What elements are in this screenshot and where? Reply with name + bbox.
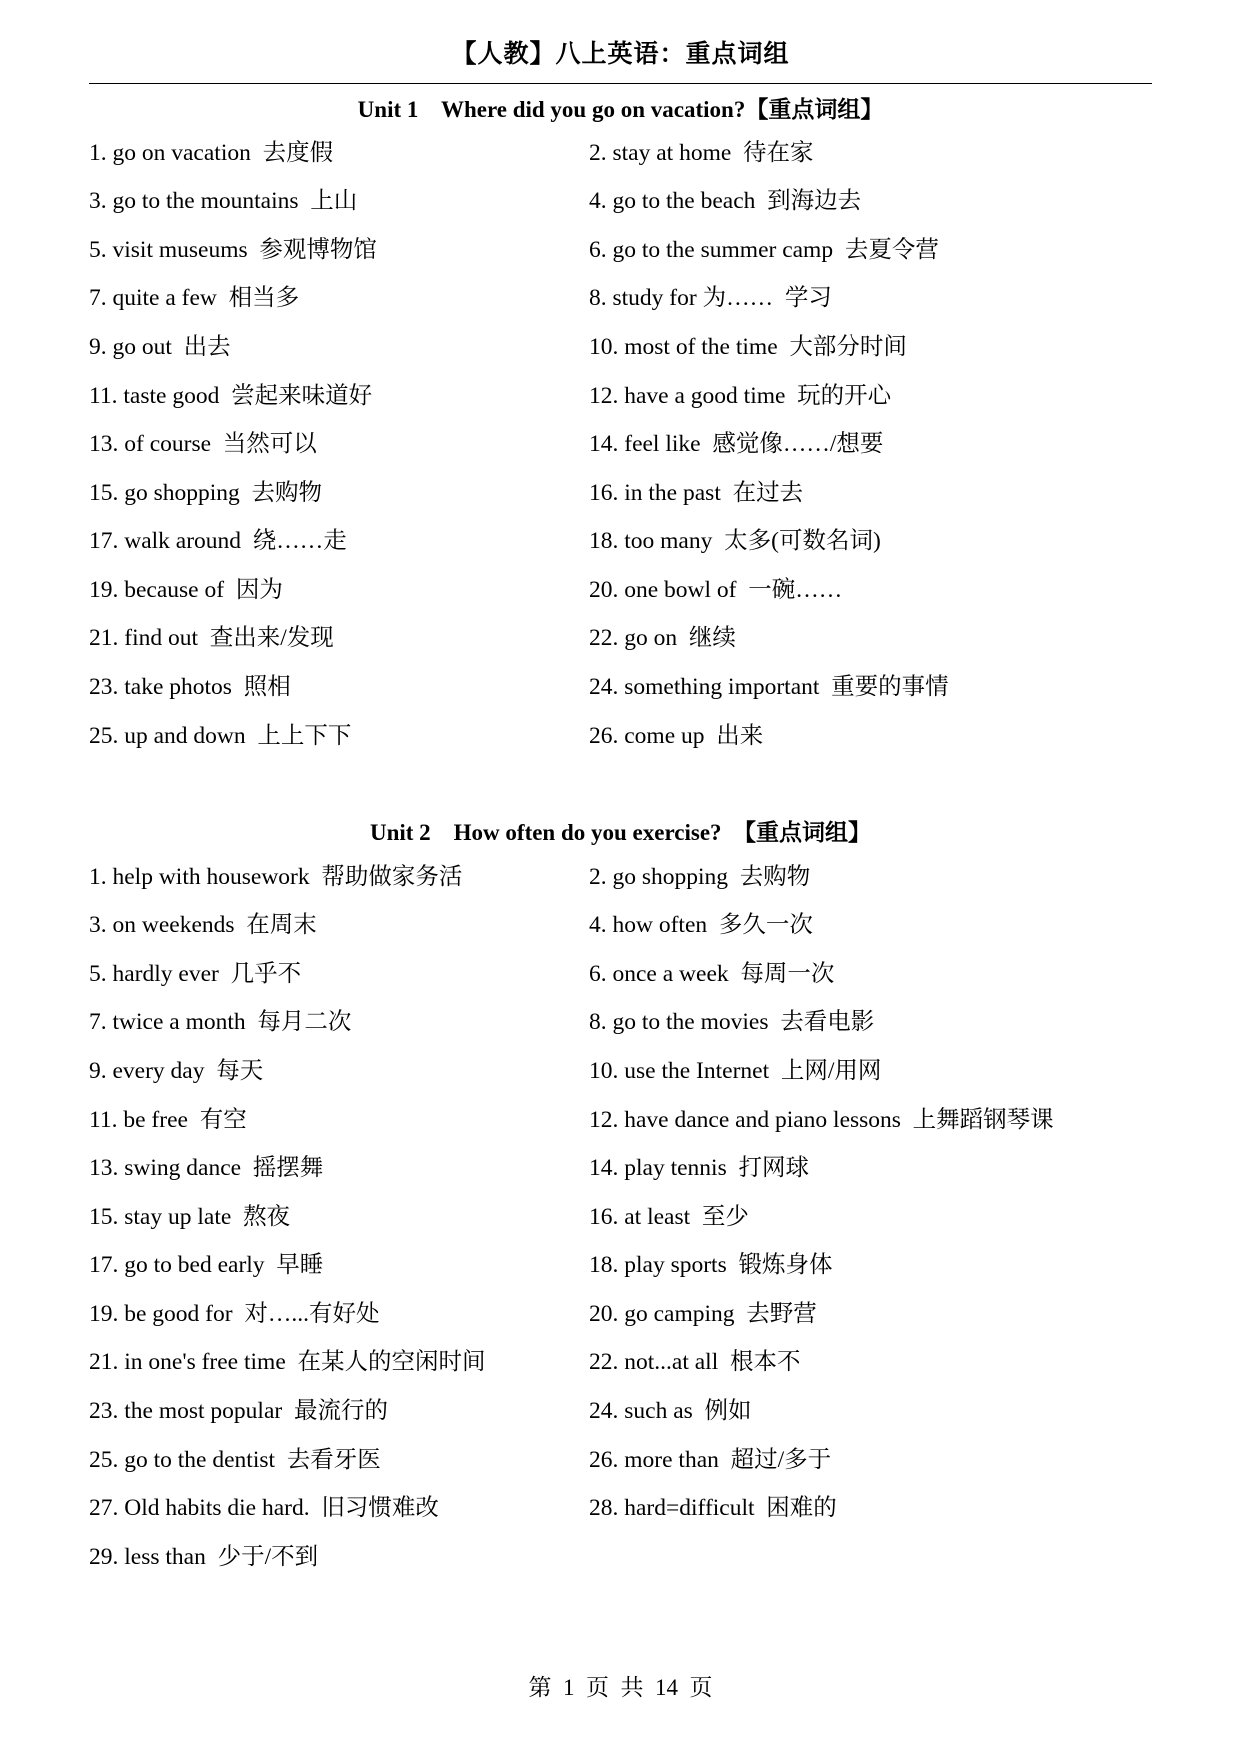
phrase-item: 7. twice a month 每月二次 [89,1009,352,1036]
phrase-item: 22. go on 继续 [589,625,736,652]
phrase-item: 23. the most popular 最流行的 [89,1398,388,1425]
phrase-item: 24. something important 重要的事情 [589,674,949,701]
phrase-item: 16. at least 至少 [589,1203,749,1230]
phrase-item: 2. stay at home 待在家 [589,139,814,166]
phrase-item: 14. play tennis 打网球 [589,1155,809,1182]
phrase-item: 11. taste good 尝起来味道好 [89,382,373,409]
phrase-item: 17. walk around 绕……走 [89,528,347,555]
phrase-item: 14. feel like 感觉像……/想要 [589,431,884,458]
phrase-item: 3. on weekends 在周末 [89,912,317,939]
unit-2-phrase-list [89,853,1189,1582]
phrase-item: 27. Old habits die hard. 旧习惯难改 [89,1495,439,1522]
phrase-item: 20. one bowl of 一碗…… [589,576,843,603]
phrase-item: 12. have dance and piano lessons 上舞蹈钢琴课 [589,1106,1054,1133]
phrase-item: 3. go to the mountains 上山 [89,188,358,215]
phrase-item: 17. go to bed early 早睡 [89,1252,324,1279]
page-number: 第 1 页 共 14 页 [528,1675,713,1700]
phrase-item: 8. go to the movies 去看电影 [589,1009,875,1036]
phrase-item: 18. too many 太多(可数名词) [589,528,881,555]
phrase-item: 12. have a good time 玩的开心 [589,382,892,409]
phrase-item: 8. study for 为…… 学习 [589,285,832,312]
phrase-item: 5. hardly ever 几乎不 [89,960,302,987]
phrase-item: 2. go shopping 去购物 [589,863,811,890]
phrase-item: 16. in the past 在过去 [589,479,804,506]
page-title: 【人教】八上英语：重点词组 [451,41,790,68]
unit-1-phrase-list [89,129,1189,761]
phrase-item: 24. such as 例如 [589,1398,752,1425]
phrase-item: 22. not...at all 根本不 [589,1349,801,1376]
phrase-item: 19. be good for 对…...有好处 [89,1300,380,1327]
phrase-item: 23. take photos 照相 [89,674,291,701]
phrase-item: 15. go shopping 去购物 [89,479,323,506]
phrase-item: 9. go out 出去 [89,333,231,360]
phrase-item: 10. most of the time 大部分时间 [589,333,907,360]
phrase-item: 20. go camping 去野营 [589,1300,817,1327]
phrase-item: 26. more than 超过/多于 [589,1446,832,1473]
phrase-item: 25. go to the dentist 去看牙医 [89,1446,381,1473]
phrase-item: 10. use the Internet 上网/用网 [589,1057,882,1084]
phrase-item: 21. find out 查出来/发现 [89,625,334,652]
phrase-item: 26. come up 出来 [589,722,764,749]
phrase-item: 18. play sports 锻炼身体 [589,1252,833,1279]
phrase-item: 9. every day 每天 [89,1057,264,1084]
phrase-item: 21. in one's free time 在某人的空闲时间 [89,1349,486,1376]
phrase-item: 7. quite a few 相当多 [89,285,300,312]
header-divider [89,83,1152,84]
phrase-item: 13. of course 当然可以 [89,431,317,458]
phrase-item: 29. less than 少于/不到 [89,1543,319,1570]
phrase-item: 13. swing dance 摇摆舞 [89,1155,324,1182]
phrase-item: 25. up and down 上上下下 [89,722,352,749]
phrase-item: 1. help with housework 帮助做家务活 [89,863,463,890]
phrase-item: 6. go to the summer camp 去夏令营 [589,236,939,263]
phrase-item: 1. go on vacation 去度假 [89,139,334,166]
phrase-item: 5. visit museums 参观博物馆 [89,236,377,263]
unit-1-heading: Unit 1 Where did you go on vacation?【重点词组】 [357,97,884,122]
phrase-item: 6. once a week 每周一次 [589,960,835,987]
phrase-item: 4. how often 多久一次 [589,912,813,939]
phrase-item: 11. be free 有空 [89,1106,247,1133]
phrase-item: 15. stay up late 熬夜 [89,1203,291,1230]
phrase-item: 4. go to the beach 到海边去 [589,188,862,215]
phrase-item: 19. because of 因为 [89,576,283,603]
unit-2-heading: Unit 2 How often do you exercise? 【重点词组】 [369,820,872,845]
phrase-item: 28. hard=difficult 困难的 [589,1495,837,1522]
